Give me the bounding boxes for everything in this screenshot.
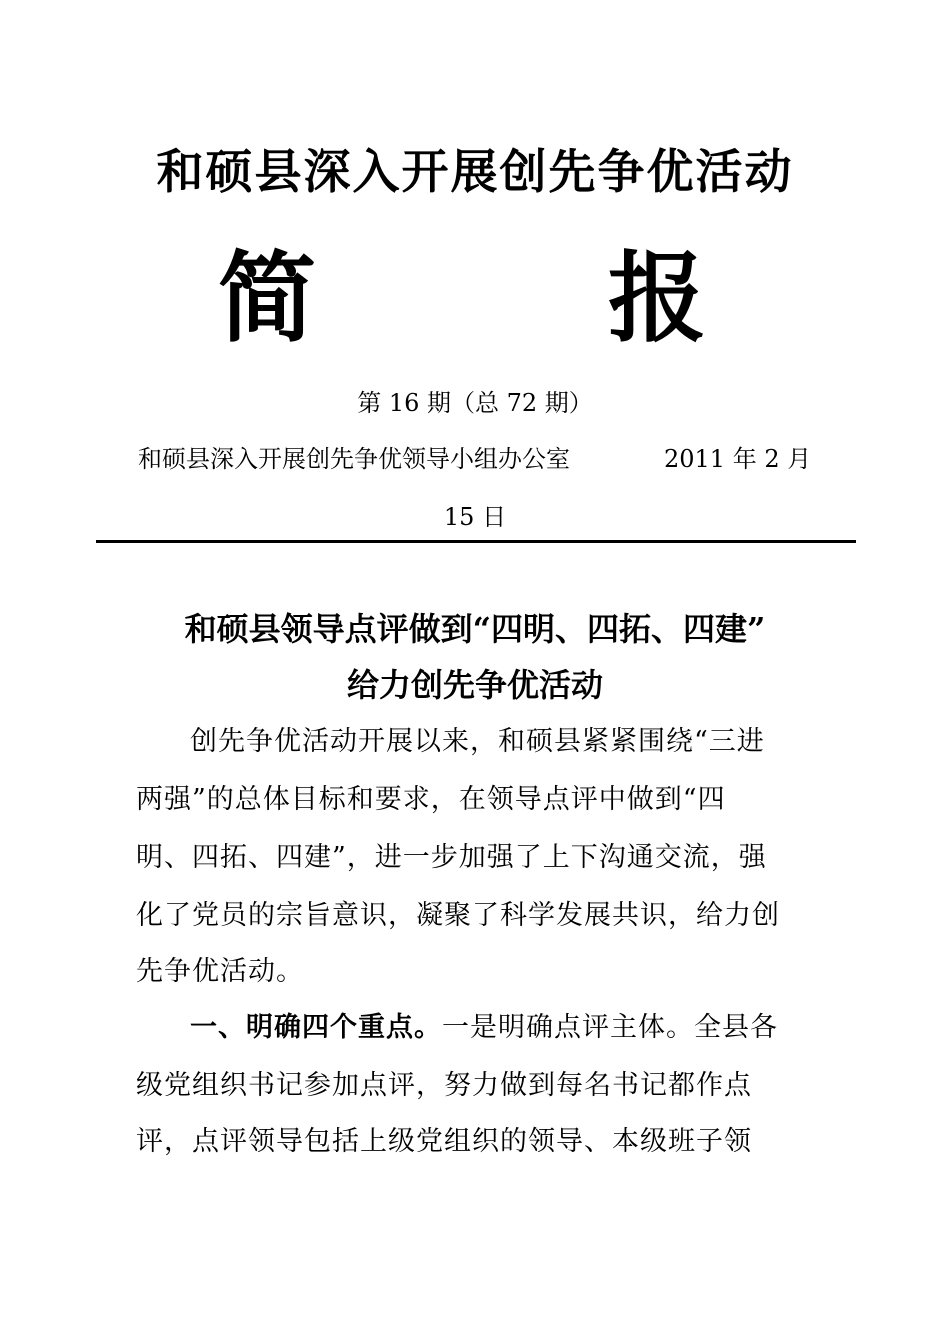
body-line-5: 先争优活动。 bbox=[136, 956, 304, 987]
issuing-office: 和硕县深入开展创先争优领导小组办公室 bbox=[138, 445, 570, 473]
issue-date-part2: 15 日 bbox=[443, 503, 507, 531]
body-line-2: 两强”的总体目标和要求，在领导点评中做到“四 bbox=[136, 784, 726, 815]
article-headline-line2: 给力创先争优活动 bbox=[346, 666, 603, 704]
section1-first-line bbox=[190, 1008, 778, 1048]
issue-number: 第 16 期（总 72 期） bbox=[357, 389, 593, 417]
issue-date-part1: 2011 年 2 月 bbox=[664, 445, 812, 473]
section1-heading: 一、明确四个重点。 bbox=[190, 1012, 442, 1043]
masthead-brief-char-bao: 报 bbox=[608, 242, 707, 356]
article-headline-line1: 和硕县领导点评做到“四明、四拓、四建” bbox=[184, 610, 766, 648]
body-line-3: 明、四拓、四建”，进一步加强了上下沟通交流，强 bbox=[136, 842, 767, 873]
masthead-title: 和硕县深入开展创先争优活动 bbox=[156, 145, 794, 200]
section1-line-2: 级党组织书记参加点评，努力做到每名书记都作点 bbox=[136, 1070, 752, 1101]
section1-line-3: 评，点评领导包括上级党组织的领导、本级班子领 bbox=[136, 1126, 752, 1157]
body-line-4: 化了党员的宗旨意识，凝聚了科学发展共识，给力创 bbox=[136, 900, 780, 931]
masthead-brief-char-jian: 简 bbox=[218, 242, 317, 356]
body-line-1: 创先争优活动开展以来，和硕县紧紧围绕“三进 bbox=[190, 726, 765, 757]
masthead-divider bbox=[96, 540, 856, 543]
section1-text: 一是明确点评主体。全县各 bbox=[442, 1012, 778, 1043]
